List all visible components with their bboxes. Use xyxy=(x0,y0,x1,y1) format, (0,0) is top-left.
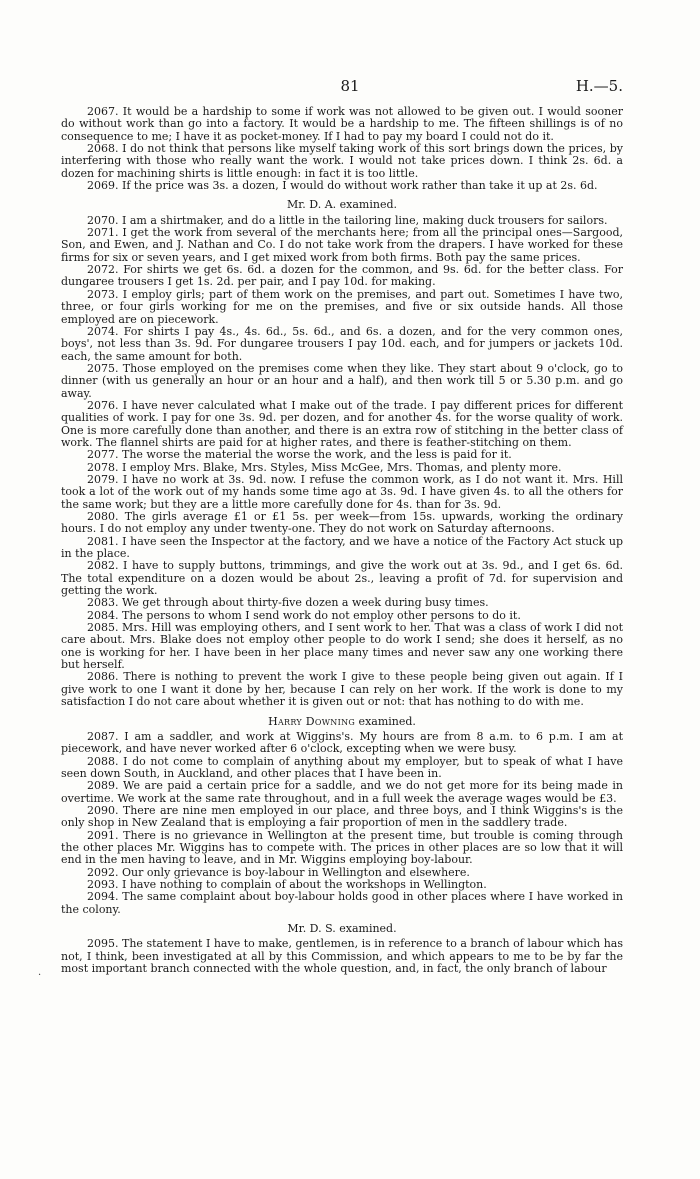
testimony-paragraph: 2084. The persons to whom I send work do not employ other persons to do it. xyxy=(87,608,521,622)
testimony-paragraph: 2081. I have seen the Inspector at the factory, and we have a notice of the Factory Act stuck up in the place. xyxy=(61,534,623,561)
testimony-paragraph: 2075. Those employed on the premises come when they like. They start about 9 o'clock, go to dinner (with us generally an hour or an hour and a half), and then work till 5 or 5.30 p.m. and go away. xyxy=(61,361,623,400)
witness-heading xyxy=(61,923,623,935)
margin-mark: · xyxy=(38,970,42,981)
testimony-paragraph: 2078. I employ Mrs. Blake, Mrs. Styles, Miss McGee, Mrs. Thomas, and plenty more. xyxy=(87,460,562,474)
witness-heading-suffix: examined. xyxy=(355,714,416,728)
testimony-paragraph: 2089. We are paid a certain price for a saddle, and we do not get more for its being made in overtime. We work at the same rate throughout, and in a full week the average wages would be £3. xyxy=(61,779,623,805)
document-code: H.—5. xyxy=(575,77,623,95)
testimony-paragraph: 2094. The same complaint about boy-labour holds good in other places where I have worked in the colony. xyxy=(61,890,623,916)
testimony-paragraph: 2068. I do not think that persons like myself taking work of this sort brings down the prices, by interfering with those who really want the work. I would not take prices down. I think 2s. 6d. a dozen for machining shirts is little enough: in fact it is too little. xyxy=(61,142,623,180)
testimony-paragraph: 2088. I do not come to complain of anything about my employer, but to speak of what I have seen down South, in Auckland, and other places that I have been in. xyxy=(61,754,623,780)
testimony-paragraph: 2087. I am a saddler, and work at Wiggins's. My hours are from 8 a.m. to 6 p.m. I am at piecework, and have never worked after 6 o'clock, excepting when we were busy. xyxy=(61,729,623,756)
testimony-paragraph: 2080. The girls average £1 or £1 5s. per week—from 15s. upwards, working the ordinary hours. I do not employ any under twenty-one. They do not work on Saturday afternoons. xyxy=(61,510,623,536)
testimony-paragraph: 2091. There is no grievance in Wellington at the present time, but trouble is coming through the other places Mr. Wiggins has to compete with. The prices in other places are so low that it will end in the men having to leave, and in Mr. Wiggins employing boy-labour. xyxy=(61,828,623,867)
testimony-paragraph: 2077. The worse the material the worse the work, and the less is paid for it. xyxy=(87,448,512,462)
witness-name: Harry Downing xyxy=(268,714,356,728)
testimony-paragraph: 2086. There is nothing to prevent the work I give to these people being given out again. If I give work to one I want it done by her, because I can rely on her work. If the work is done to my satisfaction I do not care about whether it is given out or not: that has nothing to do with me. xyxy=(61,670,623,709)
testimony-paragraph: 2095. The statement I have to make, gentlemen, is in reference to a branch of labour which has not, I think, been investigated at all by this Commission, and which appears to me to be by far the most important branch connected with the whole question, and, in fact, the only branch of labour xyxy=(61,937,623,976)
testimony-paragraph: 2071. I get the work from several of the merchants here; from all the principal ones—Sargood, Son, and Ewen, and J. Nathan and Co. I do not take work from the drapers. I have worked for these firms for six or seven years, and I get mixed work from both firms. Both pay the same prices. xyxy=(61,226,623,264)
witness-heading-suffix: examined. xyxy=(335,922,397,935)
page-body xyxy=(61,106,623,975)
testimony-paragraph: 2085. Mrs. Hill was employing others, and I sent work to her. That was a class of work I did not care about. Mrs. Blake does not employ other people to do work I send; she does it herself, as no one is working for her. I have been in her place many times and never saw any one working there but herself. xyxy=(61,621,623,672)
testimony-paragraph: 2079. I have no work at 3s. 9d. now. I refuse the common work, as I do not want it. Mrs. Hill took a lot of the work out of my hands some time ago at 3s. 9d. I have given 4s. to all the others for the same work; but they are a little more carefully done for 4s. than for 3s. 9d. xyxy=(61,472,623,511)
testimony-paragraph: 2090. There are nine men employed in our place, and three boys, and I think Wiggins's is the only shop in New Zealand that is employing a fair proportion of men in the saddlery trade. xyxy=(61,803,623,830)
testimony-paragraph: 2093. I have nothing to complain of about the workshops in Wellington. xyxy=(87,877,487,891)
testimony-paragraph: 2067. It would be a hardship to some if work was not allowed to be given out. I would sooner do without work than go into a factory. It would be a hardship to me. The fifteen shillings is of no consequence to me; I have it as pocket-money. If I had to pay my board I could not do it. xyxy=(61,105,623,143)
testimony-paragraph: 2083. We get through about thirty-five dozen a week during busy times. xyxy=(87,596,489,610)
testimony-paragraph: 2069. If the price was 3s. a dozen, I would do without work rather than take it up at 2s. 6d. xyxy=(87,179,598,193)
testimony-paragraph: 2092. Our only grievance is boy-labour in Wellington and elsewhere. xyxy=(87,865,470,879)
testimony-paragraph: 2082. I have to supply buttons, trimmings, and give the work out at 3s. 9d., and I get 6s. 6d. The total expenditure on a dozen would be about 2s., leaving a profit of 7d. for supervision and getting the work. xyxy=(61,559,623,598)
witness-name: Mr. D. S. xyxy=(287,922,336,935)
witness-name: Mr. D. A. xyxy=(286,198,337,212)
witness-heading xyxy=(61,199,623,211)
testimony-paragraph: 2072. For shirts we get 6s. 6d. a dozen for the common, and 9s. 6d. for the better class. For dungaree trousers I get 1s. 2d. per pair, and I pay 10d. for making. xyxy=(61,263,623,289)
testimony-paragraph: 2073. I employ girls; part of them work on the premises, and part out. Sometimes I have two, three, or four girls working for me on the premises, and five or six outside hands. All those employed are on piecework. xyxy=(61,287,623,326)
page-number: 81 xyxy=(340,77,360,95)
testimony-paragraph: 2074. For shirts I pay 4s., 4s. 6d., 5s. 6d., and 6s. a dozen, and for the very common ones, boys', not less than 3s. 9d. For dungaree trousers I pay 10d. each, and for jumpers or jackets 10d. each, the same amount for both. xyxy=(61,324,623,363)
testimony-paragraph: 2076. I have never calculated what I make out of the trade. I pay different prices for different qualities of work. I pay for one 3s. 9d. per dozen, and for another 4s. for the worse quality of work. One is more carefully done than another, and there is an extra row of stitching in the better class of work. The flannel shirts are paid for at higher rates, and there is feather-stitching on them. xyxy=(61,398,623,449)
witness-heading-suffix: examined. xyxy=(336,198,398,212)
witness-heading xyxy=(61,716,623,728)
testimony-paragraph: 2070. I am a shirtmaker, and do a little in the tailoring line, making duck trousers for sailors. xyxy=(87,213,608,227)
